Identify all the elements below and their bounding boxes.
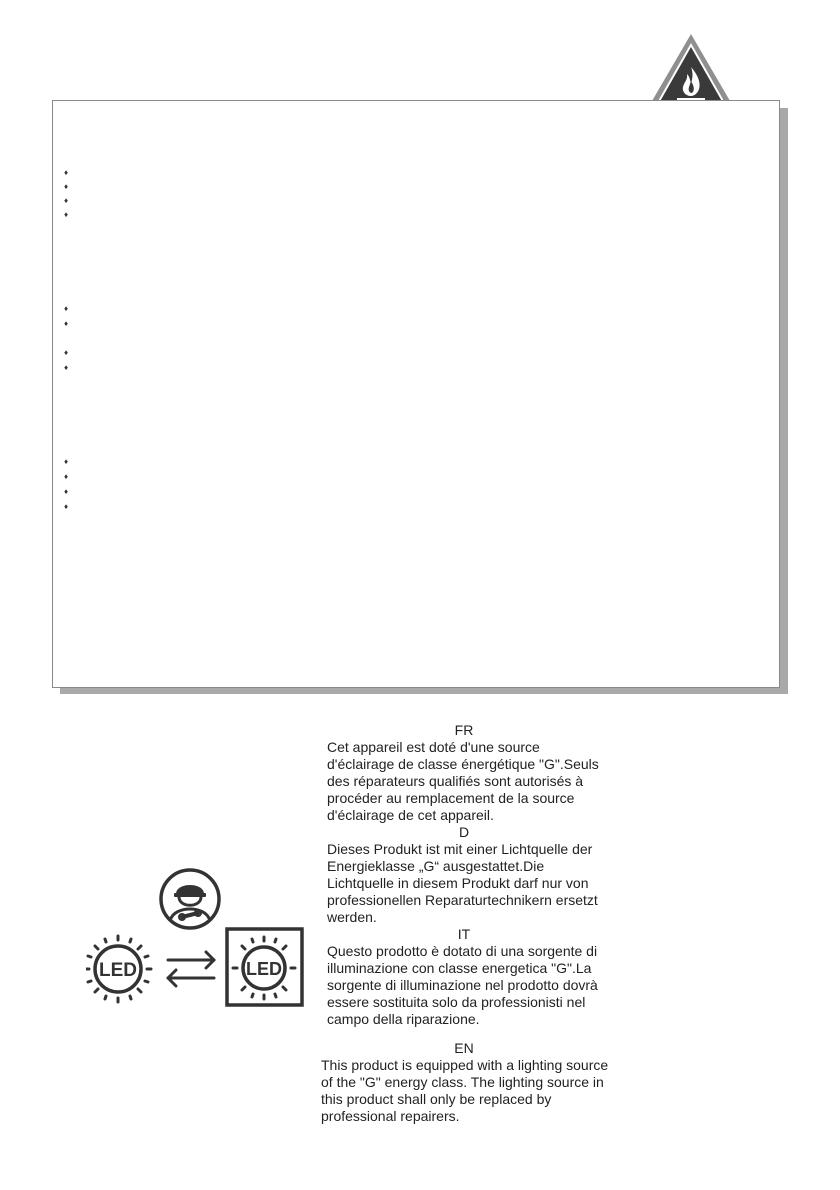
bullet: ♦ <box>64 457 69 466</box>
language-code: IT <box>457 926 471 942</box>
bullet: ♦ <box>64 319 69 328</box>
bullet: ♦ <box>64 472 69 481</box>
swap-arrows-icon <box>168 952 214 986</box>
led-bulb-icon <box>86 936 151 1002</box>
bullet: ♦ <box>64 182 69 191</box>
bullet: ♦ <box>64 168 69 177</box>
led-label-left: LED <box>99 960 137 981</box>
language-code: EN <box>454 1040 474 1056</box>
bullet: ♦ <box>64 348 69 357</box>
led-label-right: LED <box>246 959 282 979</box>
notice-text: This product is equipped with a lighting source of the "G" energy class. The lighting source in this product shall only be replaced by professional repairers. <box>321 1057 609 1124</box>
bullet: ♦ <box>64 304 69 313</box>
notice-en <box>314 1040 614 1125</box>
led-replacement-diagram <box>86 868 308 1010</box>
info-box <box>52 100 780 688</box>
bullet: ♦ <box>64 487 69 496</box>
bullet: ♦ <box>64 502 69 511</box>
notice-d <box>314 824 614 926</box>
notice-it <box>314 926 614 1028</box>
bullet: ♦ <box>64 210 69 219</box>
notice-column <box>314 722 614 1125</box>
bullet: ♦ <box>64 196 69 205</box>
notice-fr <box>314 722 614 824</box>
bullet: ♦ <box>64 363 69 372</box>
notice-text: Questo prodotto è dotato di una sorgente di illuminazione con classe energetica "G".La sorgente di illuminazione nel prodotto dovrà essere sostituita solo da professionisti nel campo della riparazione. <box>327 943 598 1027</box>
repair-technician-icon <box>161 870 219 928</box>
language-code: D <box>458 824 470 840</box>
notice-text: Cet appareil est doté d'une source d'éclairage de classe énergétique "G".Seuls des réparateurs qualifiés sont autorisés à procéder au remplacement de la source d'éclairage de cet appareil. <box>327 739 599 823</box>
led-bulb-framed-icon <box>227 929 302 1005</box>
language-code: FR <box>454 722 474 738</box>
notice-text: Dieses Produkt ist mit einer Lichtquelle der Energieklasse „G“ ausgestattet.Die Lichtquelle in diesem Produkt darf nur von professionellen Reparaturtechnikern ersetzt werden. <box>327 841 598 925</box>
